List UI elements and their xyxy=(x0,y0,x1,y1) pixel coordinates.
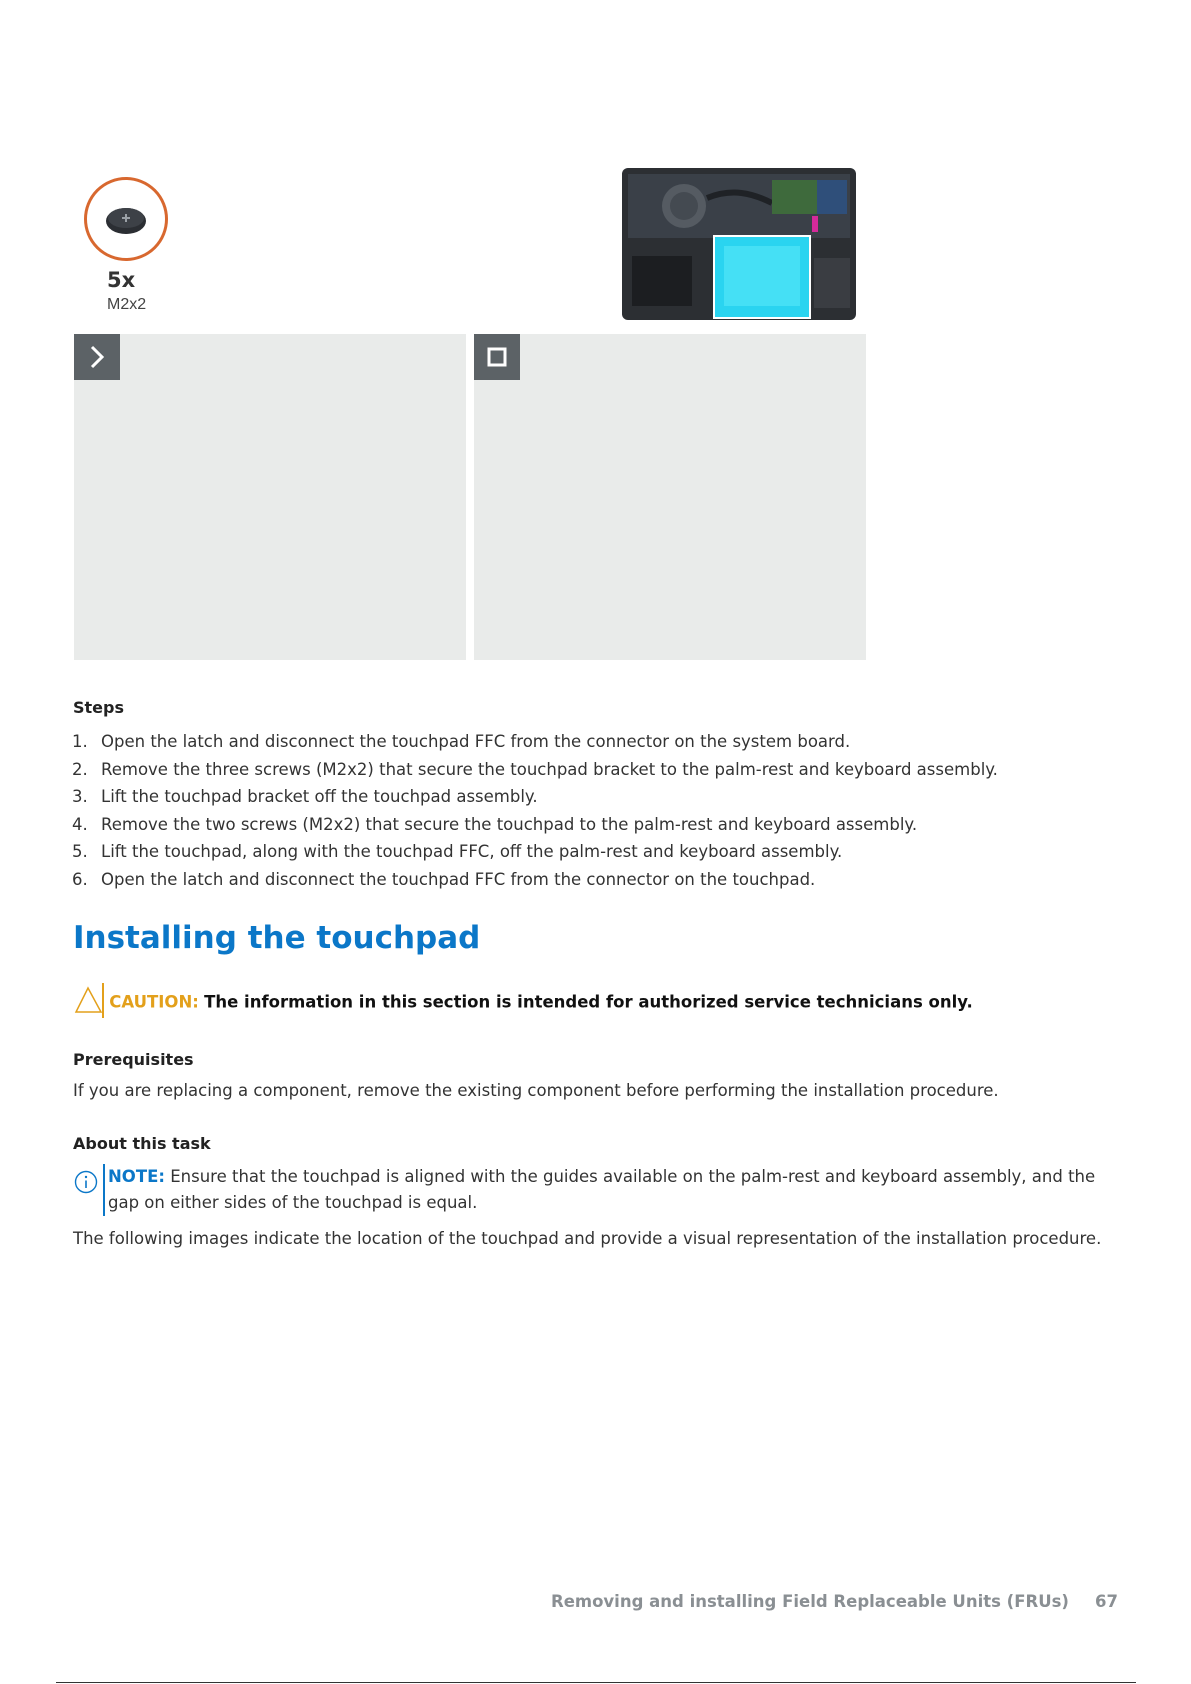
footer-title: Removing and installing Field Replaceable Units (FRUs) xyxy=(551,1592,1069,1611)
laptop-overview-image xyxy=(622,168,856,320)
screw-count: 5x xyxy=(107,268,136,292)
list-item: 6. Open the latch and disconnect the touchpad FFC from the connector on the touchpad. xyxy=(72,869,816,889)
list-item: 2. Remove the three screws (M2x2) that secure the touchpad bracket to the palm-rest and keyboard assembly. xyxy=(72,759,998,779)
screw-icon xyxy=(84,177,168,261)
next-step-icon xyxy=(74,334,120,380)
note-text: Ensure that the touchpad is aligned with the guides available on the palm-rest and keyboard assembly, and the gap on either sides of the touchpad is equal. xyxy=(108,1167,1096,1212)
about-task-heading: About this task xyxy=(73,1134,211,1153)
intro-text: The following images indicate the location of the touchpad and provide a visual representation of the installation procedure. xyxy=(73,1229,1102,1248)
prerequisites-text: If you are replacing a component, remove the existing component before performing the installation procedure. xyxy=(73,1081,999,1100)
list-item: 3. Lift the touchpad bracket off the touchpad assembly. xyxy=(72,787,538,806)
stop-step-icon xyxy=(474,334,520,380)
removal-figure-step2 xyxy=(474,334,866,660)
note-label: NOTE: xyxy=(108,1167,165,1186)
steps-heading: Steps xyxy=(73,698,124,717)
removal-figure-step1 xyxy=(74,334,466,660)
warning-icon xyxy=(74,982,104,1018)
page-number: 67 xyxy=(1095,1592,1118,1611)
caution-notice xyxy=(74,985,1124,1021)
steps-list xyxy=(72,728,1122,893)
list-item: 1. Open the latch and disconnect the touchpad FFC from the connector on the system board. xyxy=(72,732,851,751)
list-item: 4. Remove the two screws (M2x2) that secure the touchpad to the palm-rest and keyboard assembly. xyxy=(72,814,918,834)
caution-label: CAUTION: xyxy=(109,992,199,1012)
footer-rule xyxy=(56,1682,1136,1683)
prerequisites-heading: Prerequisites xyxy=(73,1050,194,1069)
info-icon xyxy=(74,1170,98,1194)
screw-size: M2x2 xyxy=(107,296,147,313)
note-bar xyxy=(103,1164,105,1216)
list-item: 5. Lift the touchpad, along with the touchpad FFC, off the palm-rest and keyboard assembly. xyxy=(72,842,843,861)
caution-text: The information in this section is intended for authorized service technicians only. xyxy=(204,992,973,1012)
section-title: Installing the touchpad xyxy=(73,920,481,956)
